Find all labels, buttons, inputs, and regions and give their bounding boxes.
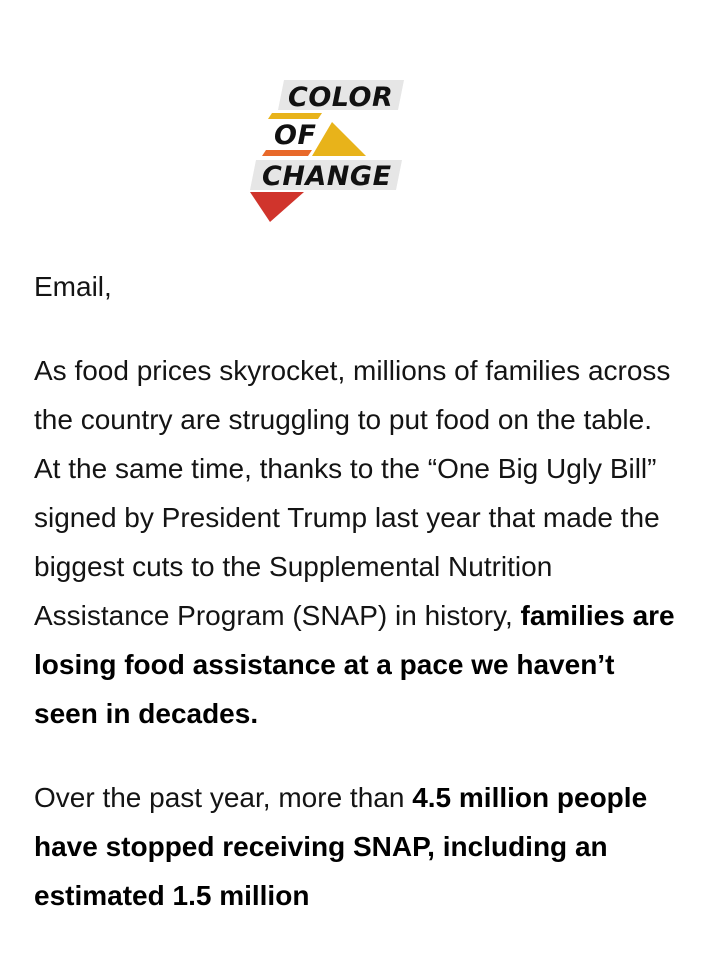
email-greeting: Email, <box>34 271 112 302</box>
paragraph-2-bold-text: 4.5 million people have stopped receiving SNAP, including an estimated 1.5 million <box>34 782 648 911</box>
logo-yellow-accent <box>268 113 322 119</box>
color-of-change-logo <box>248 76 408 226</box>
email-paragraph-1 <box>34 346 684 738</box>
logo-word-change: CHANGE <box>262 161 392 192</box>
paragraph-2-text: Over the past year, more than <box>34 782 405 813</box>
logo-word-color: COLOR <box>288 82 394 113</box>
logo-red-triangle <box>250 192 304 222</box>
logo-yellow-triangle <box>312 122 366 156</box>
paragraph-1-bold-text: families are losing food assistance at a pace we haven’t seen in decades. <box>34 600 675 729</box>
email-body <box>34 262 684 920</box>
logo-word-of: OF <box>274 120 317 151</box>
email-paragraph-2 <box>34 773 684 920</box>
paragraph-1-text: As food prices skyrocket, millions of families across the country are struggling to put food on the table. At the same time, thanks to the “One Big Ugly Bill” signed by President Trump last year that made the biggest cuts to the Supplemental Nutrition Assistance Program (SNAP) in history, <box>34 355 671 631</box>
